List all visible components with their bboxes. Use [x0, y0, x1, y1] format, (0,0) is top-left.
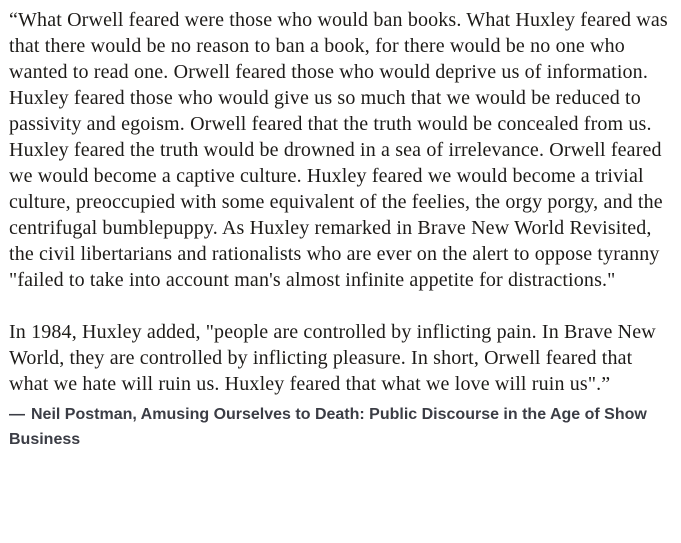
quote-paragraph-2: In 1984, Huxley added, "people are controlled by inflicting pain. In Brave New World, they are controlled by inflicting pleasure. In short, Orwell feared that what we hate will ruin us. Huxley feared that what we love will ruin us".”: [9, 321, 656, 395]
quote-paragraph-1: “What Orwell feared were those who would ban books. What Huxley feared was that there would be no reason to ban a book, for there would be no one who wanted to read one. Orwell feared those who would deprive us of information. Huxley feared those who would give us so much that we would be reduced to passivity and egoism. Orwell feared that the truth would be concealed from us. Huxley feared the truth would be drowned in a sea of irrelevance. Orwell feared we would become a captive culture. Huxley feared we would become a trivial culture, preoccupied with some equivalent of the feelies, the orgy porgy, and the centrifugal bumblepuppy. As Huxley remarked in Brave New World Revisited, the civil libertarians and rationalists who are ever on the alert to oppose tyranny "failed to take into account man's almost infinite appetite for distractions.": [9, 9, 668, 291]
attribution-dash: ―: [9, 406, 25, 423]
quote-text: [9, 7, 669, 397]
attribution-author-link[interactable]: Neil Postman,: [31, 406, 137, 423]
quote-attribution: [9, 402, 669, 452]
attribution-work-link[interactable]: Amusing Ourselves to Death: Public Discourse in the Age of Show Business: [9, 406, 647, 448]
